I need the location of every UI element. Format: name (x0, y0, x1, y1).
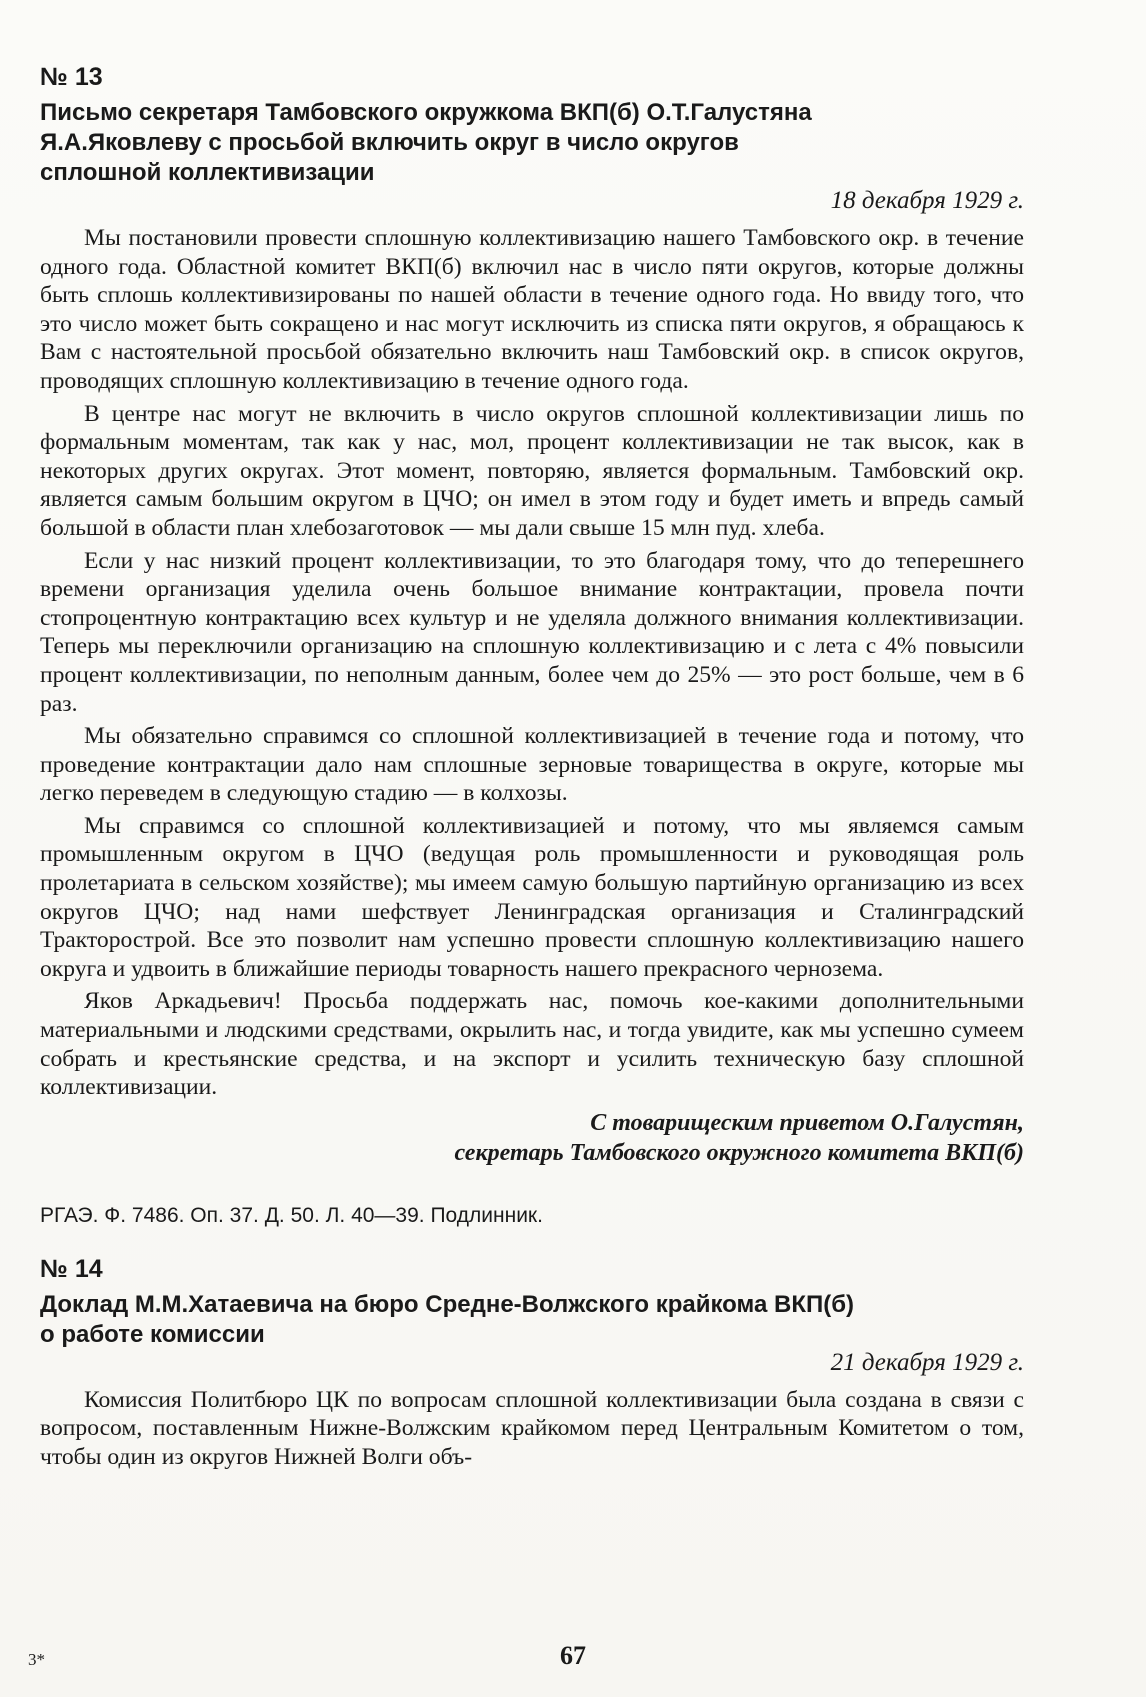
paragraph: Мы постановили провести сплошную коллективизацию нашего Тамбовского окр. в течение одного года. Областной комитет ВКП(б) включил нас в число пяти округов, которые должны быть сплошь коллективизированы по нашей области в течение одного года. Но ввиду того, что это число может быть сокращено и нас могут исключить из списка пяти округов, я обращаюсь к Вам с настоятельной просьбой обязательно включить наш Тамбовский окр. в список округов, проводящих сплошную коллективизацию в течение одного года. (40, 225, 1024, 394)
document-number: № 14 (40, 1254, 103, 1283)
archive-reference: РГАЭ. Ф. 7486. Оп. 37. Д. 50. Л. 40—39. Подлинник. (40, 1203, 543, 1227)
document-13 (40, 60, 1024, 1230)
signature-mark: 3* (28, 1650, 45, 1669)
document-title: Письмо секретаря Тамбовского окружкома ВКП(б) О.Т.Галустяна Я.А.Яковлеву с просьбой включить округ в число округов сплошной коллективизации (40, 99, 812, 186)
document-number: № 13 (40, 63, 103, 91)
signature-greeting: С товарищеским приветом О.Галустян, (590, 1109, 1024, 1136)
paragraph: Мы обязательно справимся со сплошной коллективизацией в течение года и потому, что проведение контрактации дало нам сплошные зерновые товарищества в округе, которые мы легко переведем в следующую стадию — в колхозы. (40, 723, 1024, 807)
paragraph: В центре нас могут не включить в число округов сплошной коллективизации лишь по формальным моментам, так как у нас, мол, процент коллективизации не так высок, как в некоторых других округах. Этот момент, повторяю, является формальным. Тамбовский окр. является самым большим округом в ЦЧО; он имел в этом году и будет иметь и впредь самый большой в области план хлебозаготовок — мы дали свыше 15 млн пуд. хлеба. (40, 400, 1024, 541)
paragraph: Комиссия Политбюро ЦК по вопросам сплошной коллективизации была создана в связи с вопросом, поставленным Нижне-Волжским крайкомом перед Центральным Комитетом о том, чтобы один из округов Нижней Волги объ- (40, 1386, 1024, 1470)
page-content (40, 60, 1024, 1476)
signature-position: секретарь Тамбовского окружного комитета ВКП(б) (454, 1139, 1024, 1166)
paragraph: Мы справимся со сплошной коллективизацией и потому, что мы являемся самым промышленным округом в ЦЧО (ведущая роль промышленности и руководящая роль пролетариата в сельском хозяйстве); мы имеем самую большую партийную организацию из всех округов ЦЧО; над нами шефствует Ленинградская организация и Сталинградский Тракторострой. Все это позволит нам успешно провести сплошную коллективизацию нашего округа и удвоить в ближайшие периоды товарность нашего прекрасного чернозема. (40, 812, 1024, 982)
paragraph: Яков Аркадьевич! Просьба поддержать нас, помочь кое-какими дополнительными материальными и людскими средствами, окрылить нас, и тогда увидите, как мы успешно сумеем собрать и крестьянские средства, и на экспорт и усилить техническую базу сплошной коллективизации. (40, 988, 1024, 1101)
document-date: 21 декабря 1929 г. (830, 1348, 1024, 1376)
page-number: 67 (560, 1641, 586, 1670)
document-title: Доклад М.М.Хатаевича на бюро Средне-Волжского крайкома ВКП(б) о работе комиссии (40, 1290, 855, 1348)
document-14 (40, 1252, 1024, 1472)
document-date: 18 декабря 1929 г. (830, 187, 1024, 214)
paragraph: Если у нас низкий процент коллективизации, то это благодаря тому, что до теперешнего времени организация уделила очень большое внимание контрактации, провела почти стопроцентную контрактацию всех культур и не уделяла должного внимания коллективизации. Теперь мы переключили организацию на сплошную коллективизацию и с лета с 4% повысили процент коллективизации, по неполным данным, более чем до 25% — это рост больше, чем в 6 раз. (40, 547, 1024, 717)
